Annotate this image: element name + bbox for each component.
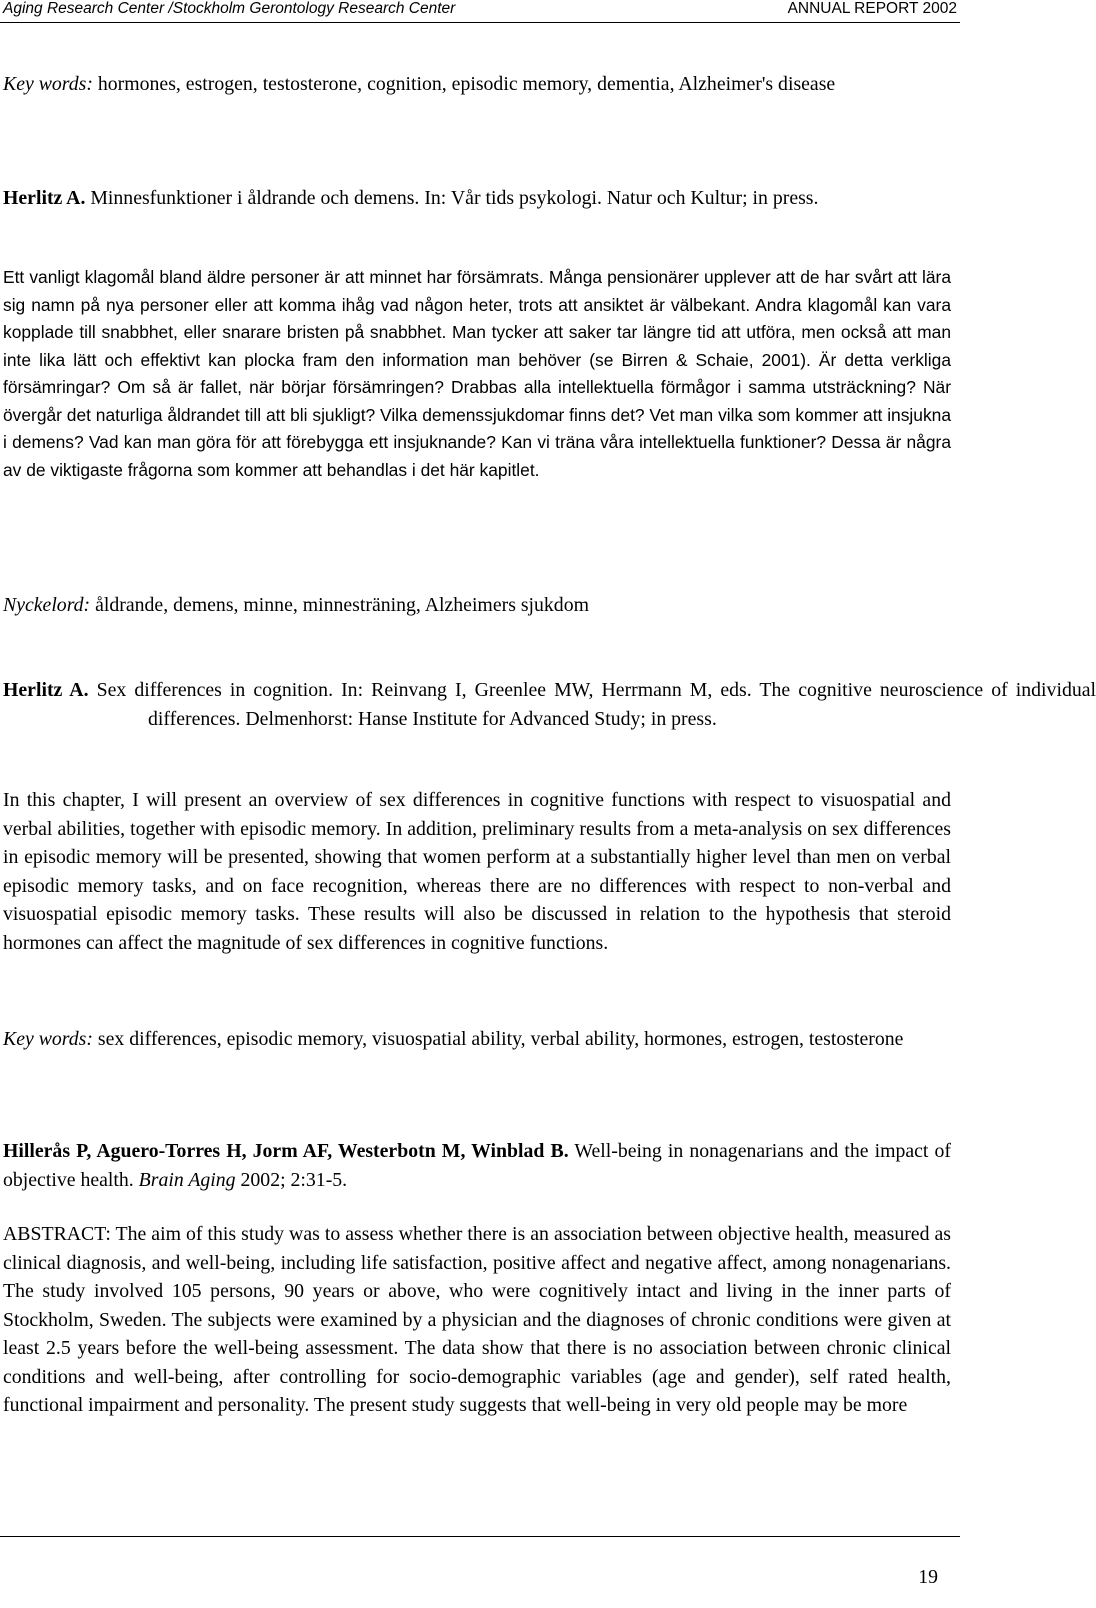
reference-abstract: ABSTRACT: The aim of this study was to assess whether there is an association between objective health, measured as clinical diagnosis, and well-being, including life satisfaction, positive affect and negative affect, among nonagenarians. The study involved 105 persons, 90 years or above, who were cognitively intact and living in the inner parts of Stockholm, Sweden. The subjects were examined by a physician and the diagnoses of chronic conditions were given at least 2.5 years before the well-being assessment. The data show that there is no association between chronic clinical conditions and well-being, after controlling for socio-demographic variables (age and gender), self rated health, functional impairment and personality. The present study suggests that well-being in very old people may be more — [3, 1223, 951, 1416]
keywords-line — [3, 1025, 951, 1054]
header-report-title: ANNUAL REPORT 2002 — [787, 0, 957, 17]
reference-abstract: Ett vanligt klagomål bland äldre personer är att minnet har försämrats. Många pensionärer upplever att de har svårt att lära sig namn på nya personer eller att komma ihåg vad någon heter, trots att ansiktet är välbekant. Andra klagomål kan vara kopplade till snabbhet, eller snarare bristen på snabbhet. Man tycker att saker tar längre tid att utföra, men också att man inte lika lätt och effektivt kan plocka fram den information man behöver (se Birren & Schaie, 2001). Är detta verkliga försämringar? Om så är fallet, när börjar försämringen? Drabbas alla intellektuella förmågor i samma utsträckning? När övergår det naturliga åldrandet till att bli sjukligt? Vilka demenssjukdomar finns det? Vet man vilka som kommer att insjukna i demens? Vad kan man göra för att förebygga ett insjuknande? Kan vi träna våra intellektuella funktioner? Dessa är några av de viktigaste frågorna som kommer att behandlas i det här kapitlet. — [3, 267, 951, 480]
keywords-line — [3, 591, 951, 620]
reference-authors: Herlitz A. — [3, 679, 89, 701]
header-organization: Aging Research Center /Stockholm Gerontology Research Center — [3, 0, 456, 17]
reference-abstract: In this chapter, I will present an overview of sex differences in cognitive functions with respect to visuospatial and verbal abilities, together with episodic memory. In addition, preliminary results from a meta-analysis on sex differences in episodic memory will be presented, showing that women perform at a substantially higher level than men on verbal episodic memory tasks, and on face recognition, whereas there are no differences with respect to non-verbal and visuospatial episodic memory tasks. These results will also be discussed in relation to the hypothesis that steroid hormones can affect the magnitude of sex differences in cognitive functions. — [3, 789, 951, 954]
keywords-label: Nyckelord: — [3, 594, 91, 616]
keywords-text: sex differences, episodic memory, visuospatial ability, verbal ability, hormones, estrogen, testosterone — [92, 1028, 904, 1050]
keywords-label: Key words: — [3, 73, 93, 95]
footer-divider — [0, 1536, 960, 1537]
reference-text: Minnesfunktioner i åldrande och demens. In: Vår tids psykologi. Natur och Kultur; in press. — [85, 187, 819, 209]
reference-citation — [3, 676, 1096, 733]
reference-authors: Hillerås P, Aguero-Torres H, Jorm AF, Westerbotn M, Winblad B. — [3, 1140, 569, 1162]
reference-volume: 2002; 2:31-5. — [235, 1168, 348, 1191]
keywords-line — [3, 70, 951, 99]
reference-citation — [3, 1137, 951, 1194]
reference-authors: Herlitz A. — [3, 187, 86, 209]
running-header — [0, 0, 960, 23]
keywords-text: hormones, estrogen, testosterone, cognition, episodic memory, dementia, Alzheimer's disease — [92, 73, 836, 95]
page-number: 19 — [918, 1566, 938, 1588]
keywords-text: åldrande, demens, minne, minnesträning, Alzheimers sjukdom — [90, 594, 589, 616]
reference-citation — [3, 184, 1096, 213]
journal-name: Brain Aging — [138, 1168, 236, 1191]
reference-text: Well-being in nonagenarians and the impact of objective health. — [3, 1140, 951, 1191]
reference-text: Sex differences in cognition. In: Reinvang I, Greenlee MW, Herrmann M, eds. The cognitive neuroscience of individual differences. Delmenhorst: Hanse Institute for Advanced Study; in press. — [88, 679, 1096, 730]
keywords-label: Key words: — [3, 1028, 93, 1050]
